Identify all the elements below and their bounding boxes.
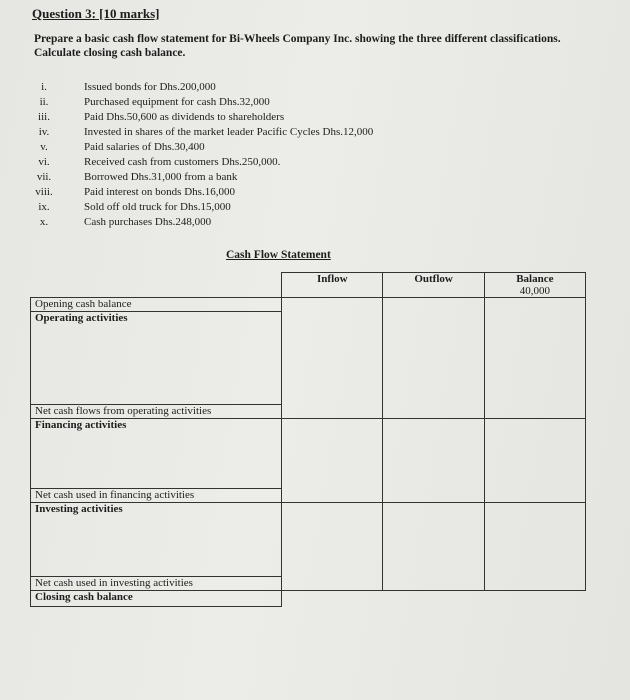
cell — [282, 503, 383, 591]
cell — [282, 419, 383, 503]
question-title: Question 3: [10 marks] — [32, 6, 160, 21]
statement-title: Cash Flow Statement — [226, 249, 331, 261]
cell — [484, 591, 585, 607]
item-text: Sold off old truck for Dhs.15,000 — [84, 201, 231, 213]
header-balance-label: Balance — [516, 273, 554, 285]
item-number: iv. — [38, 126, 50, 138]
table-row — [31, 591, 586, 607]
financing-activities-label: Financing activities — [31, 419, 282, 489]
table-row — [31, 298, 586, 312]
header-balance — [484, 273, 585, 298]
cell — [383, 591, 484, 607]
header-inflow: Inflow — [282, 273, 383, 298]
item-text: Paid salaries of Dhs.30,400 — [84, 141, 205, 153]
cell — [484, 419, 585, 503]
table-row — [31, 503, 586, 577]
item-text: Received cash from customers Dhs.250,000. — [84, 156, 281, 168]
closing-balance-label: Closing cash balance — [31, 591, 282, 607]
net-operating-label: Net cash flows from operating activities — [31, 405, 282, 419]
opening-balance-value: 40,000 — [519, 285, 550, 297]
table-row — [31, 419, 586, 489]
table-header-row — [31, 273, 586, 298]
cell — [383, 503, 484, 591]
cell — [484, 503, 585, 591]
net-financing-label: Net cash used in financing activities — [31, 489, 282, 503]
opening-balance-label: Opening cash balance — [31, 298, 282, 312]
item-number: iii. — [38, 111, 50, 123]
investing-activities-label: Investing activities — [31, 503, 282, 577]
item-number: x. — [39, 216, 49, 228]
cell — [383, 298, 484, 419]
item-text: Invested in shares of the market leader Pacific Cycles Dhs.12,000 — [84, 126, 374, 138]
item-text: Borrowed Dhs.31,000 from a bank — [84, 171, 238, 183]
cell — [282, 591, 383, 607]
item-text: Paid Dhs.50,600 as dividends to shareholders — [84, 111, 285, 123]
cash-flow-table — [30, 272, 586, 607]
net-investing-label: Net cash used in investing activities — [31, 577, 282, 591]
item-text: Issued bonds for Dhs.200,000 — [84, 81, 216, 93]
item-number: ix. — [38, 201, 50, 213]
cell — [383, 419, 484, 503]
cell — [282, 298, 383, 419]
instruction-line-2: Calculate closing cash balance. — [34, 47, 186, 59]
header-blank-cell — [31, 273, 282, 298]
item-number: ii. — [39, 96, 49, 108]
item-number: vii. — [36, 171, 52, 183]
item-text: Purchased equipment for cash Dhs.32,000 — [84, 96, 270, 108]
instruction-line-1: Prepare a basic cash flow statement for Bi-Wheels Company Inc. showing the three different classifications. — [34, 33, 561, 45]
cell — [484, 298, 585, 419]
item-number: v. — [40, 141, 48, 153]
header-outflow: Outflow — [383, 273, 484, 298]
item-number: vi. — [38, 156, 50, 168]
item-text: Paid interest on bonds Dhs.16,000 — [84, 186, 235, 198]
item-text: Cash purchases Dhs.248,000 — [84, 216, 212, 228]
operating-activities-label: Operating activities — [31, 312, 282, 405]
instructions — [34, 32, 614, 60]
item-number: i. — [41, 81, 47, 93]
item-number: viii. — [35, 186, 53, 198]
